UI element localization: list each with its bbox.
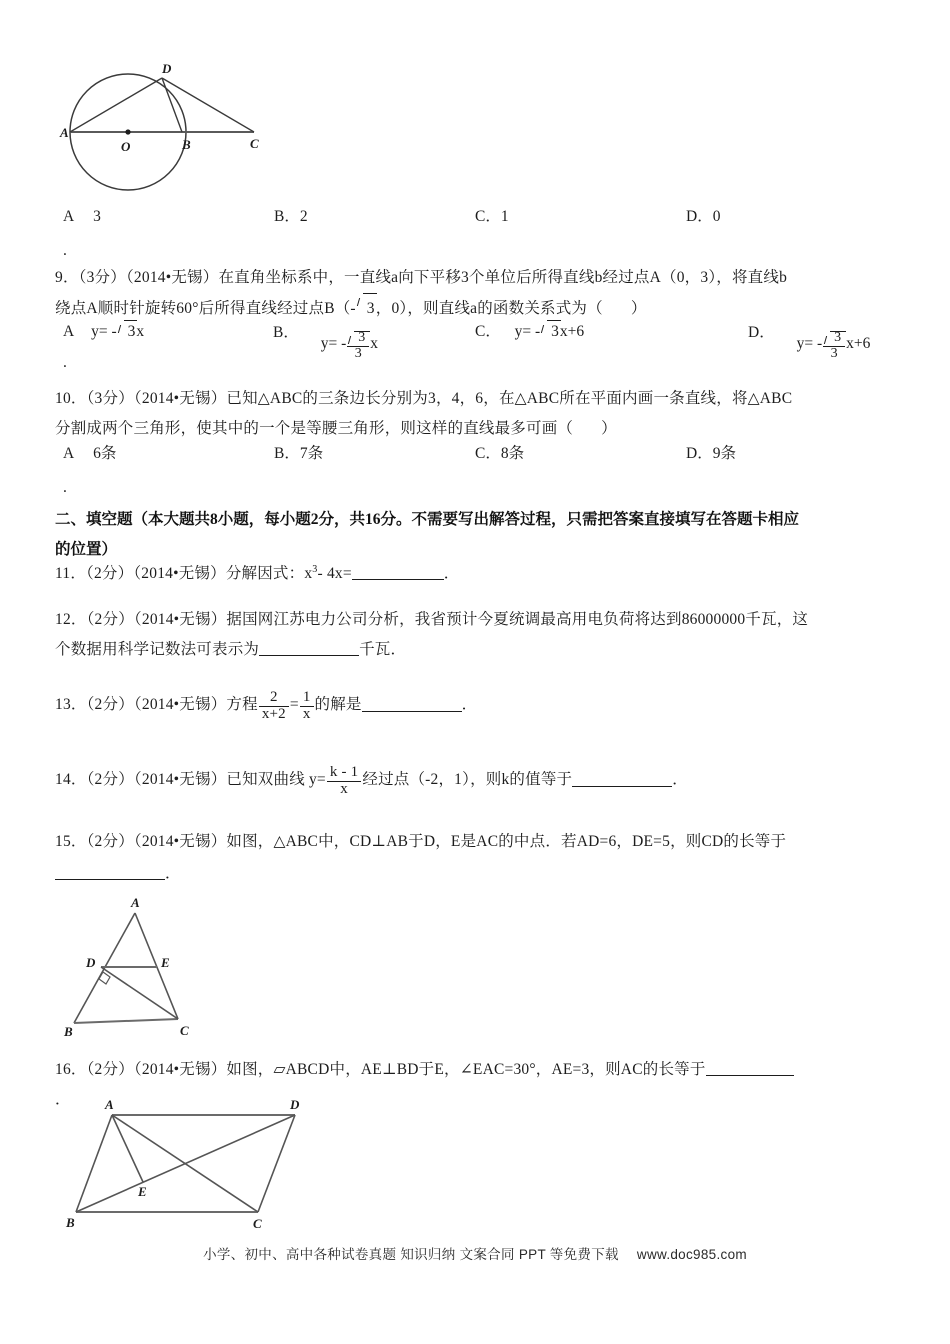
q13-score: （2分） [86,696,134,714]
q9-sqrt3-icon: 3 [356,293,376,324]
q15-line-2 [55,859,903,889]
figure-q15-label-B: B [64,1024,73,1039]
q10-option-d[interactable]: D．9条 [686,445,736,462]
q15-period: ． [165,865,181,882]
question-12 [55,605,903,665]
q12-line-2 [55,635,903,665]
figure-q8-circle [58,52,288,202]
q10-score: （3分） [86,390,134,407]
q10-line-1 [55,384,903,414]
q9-option-d-fraction: $\frac{3}{3}$ [823,331,845,361]
figure-q15-label-C: C [180,1023,189,1038]
q9-line1-text: 在直角坐标系中，一直线a向下平移3个单位后所得直线b经过点A（0，3），将直线b [218,269,788,286]
q15-answer-blank[interactable] [55,864,165,881]
q8-option-c[interactable]: C．1 [475,208,509,225]
q12-line2-suffix: 千瓦． [359,641,407,658]
figure-q16-label-A: A [105,1097,114,1112]
figure-q16-label-D: D [290,1097,300,1112]
question-15 [55,827,903,889]
q11-text: 分解因式：x [225,565,313,583]
q16-answer-blank[interactable] [706,1060,794,1077]
q12-score: （2分） [86,611,134,628]
q9-options-row [63,320,908,370]
q9-option-b-letter: B． [273,324,299,342]
figure-q15-label-D: D [86,955,96,970]
q9-option-d-letter: D． [748,324,775,342]
q14-prefix: 已知双曲线 y= [226,771,326,789]
q9-line2-prefix: 绕点A顺时针旋转60°后所得直线经过点B（- [55,300,356,317]
q8-options-row [63,206,893,259]
q10-option-a-text: 6条 [93,445,117,462]
q12-line2-prefix: 个数据用科学记数法可表示为 [55,641,260,658]
q9-option-b-fraction: $\frac{3}{3}$ [347,331,369,361]
q9-score: （3分） [78,269,126,286]
figure-q16-label-C: C [253,1216,262,1231]
q8-option-a-dot: . [63,242,67,259]
q10-option-b[interactable]: B．7条 [274,445,324,462]
question-14 [55,765,903,798]
q16-line-1 [55,1055,903,1085]
q10-option-a-letter: A [63,445,74,462]
q14-answer-blank[interactable] [572,770,672,787]
q9-option-c-letter: C． [475,323,501,340]
q9-line2-mid: ，0），则直线a的函数关系式为（ [375,300,603,317]
section-2-line-1: 二、填空题（本大题共8小题，每小题2分，共16分。不需要写出解答过程，只需把答案直接填写在答题卡相应 [55,511,800,528]
q9-option-d-post: x+6 [846,335,871,353]
q14-source: （2014•无锡） [133,771,227,789]
q10-option-a[interactable] [63,443,116,499]
q15-source: （2014•无锡） [133,833,227,850]
question-9 [55,263,900,324]
figure-q16-label-E: E [138,1184,147,1199]
q10-source: （2014•无锡） [133,390,227,407]
q15-number: 15． [55,833,87,850]
q10-options-row [63,443,908,496]
q8-option-a-letter: A [63,208,74,225]
q12-source: （2014•无锡） [133,611,227,628]
q14-number: 14． [55,771,87,789]
q14-fraction: $\frac{k - 1}{x}$ [327,765,362,798]
q15-score: （2分） [86,833,134,850]
q11-answer-blank[interactable] [352,564,444,581]
q11-exponent: 3 [312,564,318,575]
q9-option-b-pre: y= - [320,335,347,353]
q13-fraction-left: $\frac{2}{x+2}$ [259,690,289,723]
q9-option-b-post: x [370,335,378,353]
q10-line1-text: 已知△ABC的三条边长分别为3，4，6，在△ABC所在平面内画一条直线，将△ABC [226,390,793,407]
q13-number: 13． [55,696,87,714]
q8-option-d[interactable]: D．0 [686,208,721,225]
figure-q8-label-O: O [121,139,131,154]
q9-option-a-sqrt-icon: 3 [117,320,137,343]
q15-line-1 [55,827,903,857]
q9-option-d[interactable] [748,320,871,361]
q10-option-c[interactable]: C．8条 [475,445,525,462]
q13-period: ． [461,696,478,714]
q16-line1-text: 如图，▱ABCD中，AE⊥BD于E，∠EAC=30°，AE=3，则AC的长等于 [226,1061,706,1078]
q12-line-1 [55,605,903,635]
q16-score: （2分） [86,1061,134,1078]
q10-line2-end: ） [601,420,617,437]
q16-source: （2014•无锡） [133,1061,227,1078]
q16-period: ． [55,1091,71,1108]
q11-period: ． [443,565,460,583]
q11-text-2: - 4x= [317,565,352,583]
q14-suffix: 经过点（-2，1），则k的值等于 [362,771,573,789]
q13-fraction-right: $\frac{1}{x}$ [300,690,314,723]
q13-prefix: 方程 [226,696,258,714]
q12-answer-blank[interactable] [259,640,359,657]
q9-option-a-post: x [136,323,145,340]
q13-suffix: 的解是 [314,696,362,714]
question-11 [55,555,903,589]
question-10 [55,384,903,444]
figure-q15-label-A: A [131,895,140,910]
q12-number: 12． [55,611,87,628]
footer-website: www.doc985.com [636,1247,747,1262]
figure-q15-label-E: E [161,955,170,970]
q9-option-c-post: x+6 [559,323,585,340]
q9-line2-end: ） [630,300,647,317]
q9-option-a[interactable] [63,320,144,374]
figure-q15-triangle [60,895,260,1040]
q11-number: 11． [55,565,87,583]
figure-q8-label-C: C [250,136,259,151]
figure-q8-label-A: A [60,125,69,140]
figure-q16-label-B: B [66,1215,75,1230]
q13-source: （2014•无锡） [133,696,227,714]
q15-line1-text: 如图，△ABC中，CD⊥AB于D，E是AC的中点．若AD=6，DE=5，则CD的长等于 [226,833,787,850]
section-2-line-2: 的位置） [55,541,118,558]
q9-option-a-dot: . [63,354,67,371]
q9-option-a-pre: y= - [91,323,117,340]
q10-line2-text: 分割成两个三角形，使其中的一个是等腰三角形，则这样的直线最多可画（ [55,420,574,437]
footer-text: 小学、初中、高中各种试卷真题 知识归纳 文案合同 PPT 等免费下载 [203,1247,619,1262]
q13-answer-blank[interactable] [362,695,462,712]
q12-line1-text: 据国网江苏电力公司分析，我省预计今夏统调最高用电负荷将达到86000000千瓦，这 [226,611,809,628]
q9-option-b[interactable] [273,320,378,361]
question-13 [55,690,903,723]
q9-option-d-pre: y= - [796,335,823,353]
q8-option-b[interactable]: B．2 [274,208,308,225]
q14-period: ． [672,771,688,789]
q11-source: （2014•无锡） [133,565,226,583]
q9-option-c-sqrt-icon: 3 [540,320,560,343]
q13-equals: = [289,696,299,714]
q10-line-2 [55,414,903,444]
q9-source: （2014•无锡） [125,269,219,286]
q8-option-a-text: 3 [93,208,101,225]
q10-number: 10． [55,390,87,407]
q11-score: （2分） [86,565,134,583]
q10-option-a-dot: . [63,479,67,496]
q9-option-c[interactable] [475,320,584,343]
q16-number: 16． [55,1061,87,1078]
figure-q16-parallelogram [62,1095,312,1235]
q8-option-a[interactable] [63,206,101,262]
figure-q8-label-D: D [162,61,172,76]
q9-line-1 [55,263,900,293]
q9-number: 9． [55,269,79,286]
q9-option-c-pre: y= - [514,323,541,340]
page-footer [0,1243,950,1263]
q14-score: （2分） [86,771,134,789]
figure-q8-label-B: B [182,137,191,152]
q9-option-a-letter: A [63,323,74,340]
